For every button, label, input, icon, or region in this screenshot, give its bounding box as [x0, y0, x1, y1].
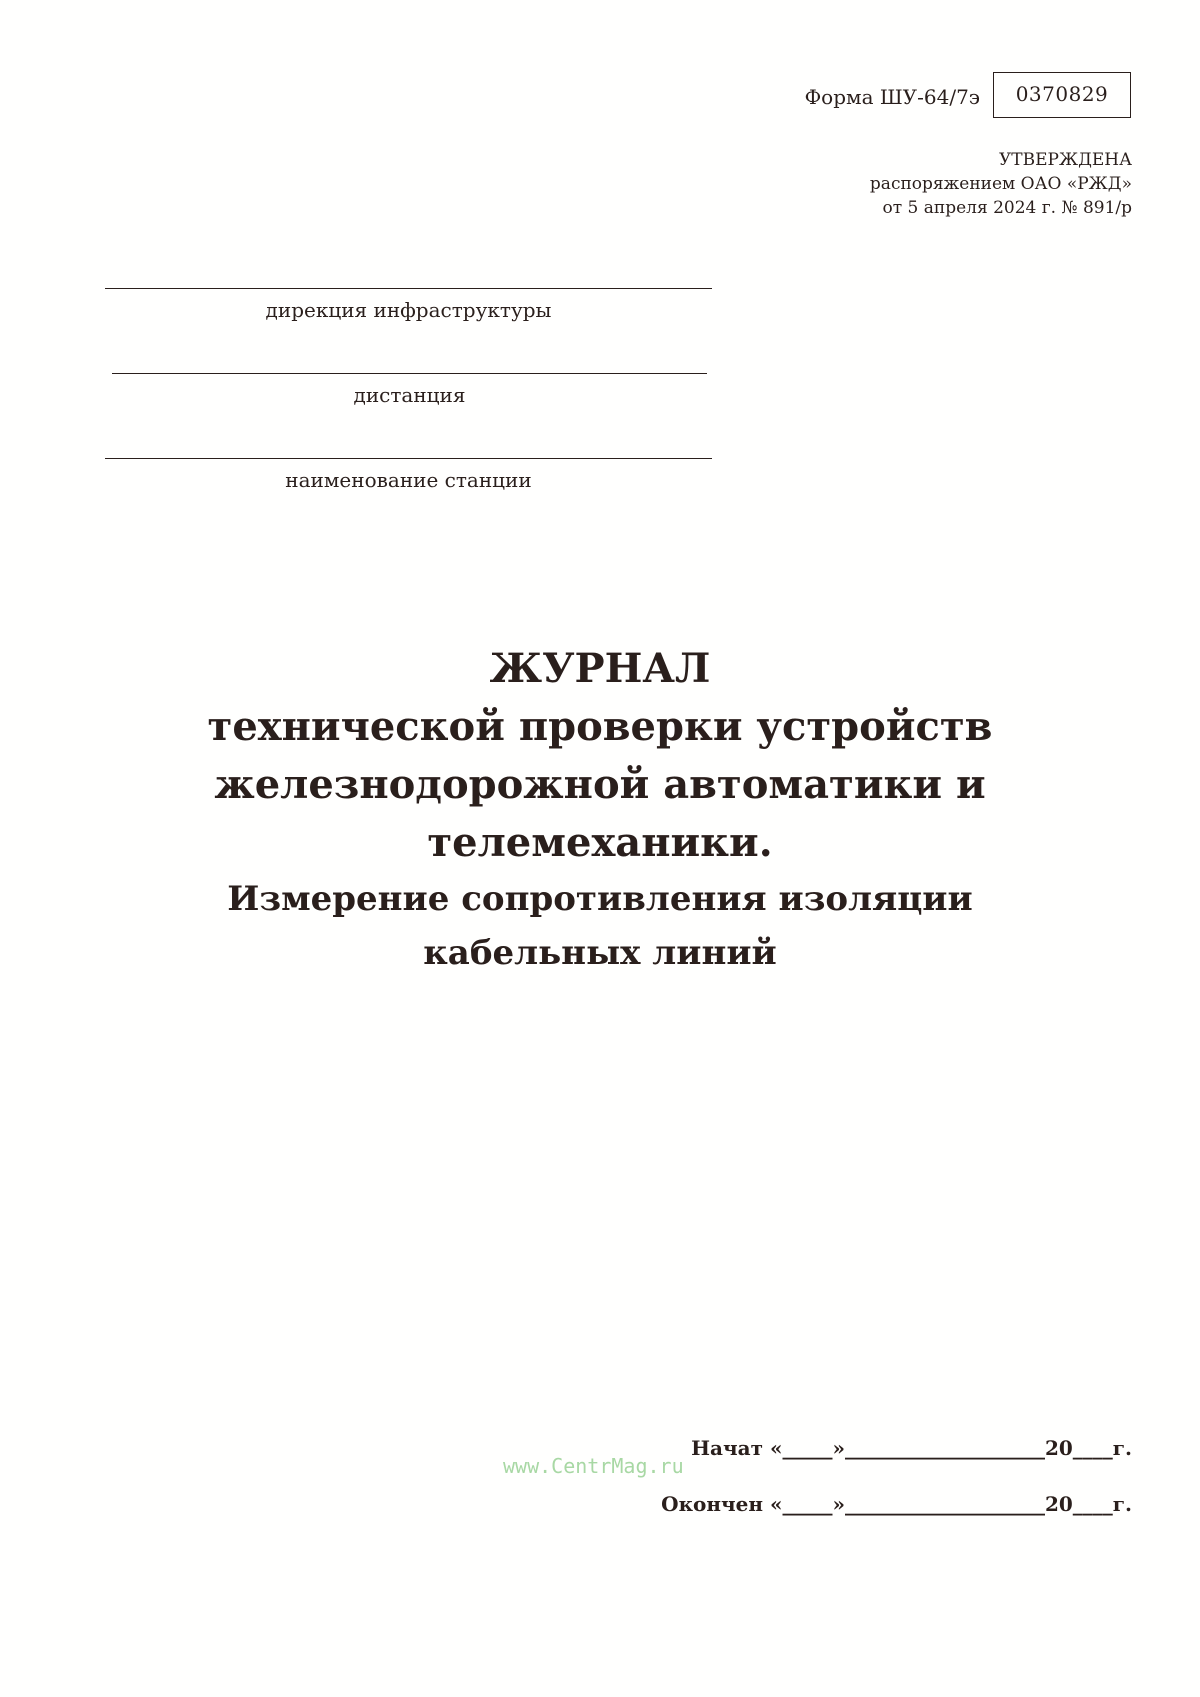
blank-line — [105, 458, 712, 459]
title-line: телемеханики. — [427, 819, 773, 866]
field-caption: наименование станции — [285, 468, 532, 492]
subtitle-line: кабельных линий — [423, 933, 777, 973]
infrastructure-directorate-field[interactable] — [105, 288, 712, 325]
watermark: www.CentrMag.ru — [503, 1454, 684, 1478]
approval-block — [732, 148, 1132, 220]
station-name-field[interactable] — [105, 458, 712, 495]
approval-line: распоряжением ОАО «РЖД» — [869, 174, 1132, 194]
field-caption: дирекция инфраструктуры — [265, 298, 552, 322]
distance-field[interactable] — [112, 373, 707, 410]
approval-line: от 5 апреля 2024 г. № 891/р — [882, 198, 1132, 218]
blank-line — [112, 373, 707, 374]
form-number-box: 0370829 — [993, 72, 1131, 118]
approval-line: УТВЕРЖДЕНА — [999, 150, 1132, 170]
start-date-field[interactable]: Начат «_____»____________________20____г. — [691, 1436, 1132, 1460]
title-line: железнодорожной автоматики и — [214, 761, 986, 808]
title-line: технической проверки устройств — [207, 703, 993, 750]
form-label: Форма ШУ-64/7э — [804, 85, 980, 109]
journal-title — [110, 640, 1090, 980]
end-date-field[interactable]: Окончен «_____»____________________20____г. — [661, 1492, 1132, 1516]
field-caption: дистанция — [353, 383, 466, 407]
blank-line — [105, 288, 712, 289]
title-line: ЖУРНАЛ — [489, 645, 711, 692]
subtitle-line: Измерение сопротивления изоляции — [227, 879, 973, 919]
